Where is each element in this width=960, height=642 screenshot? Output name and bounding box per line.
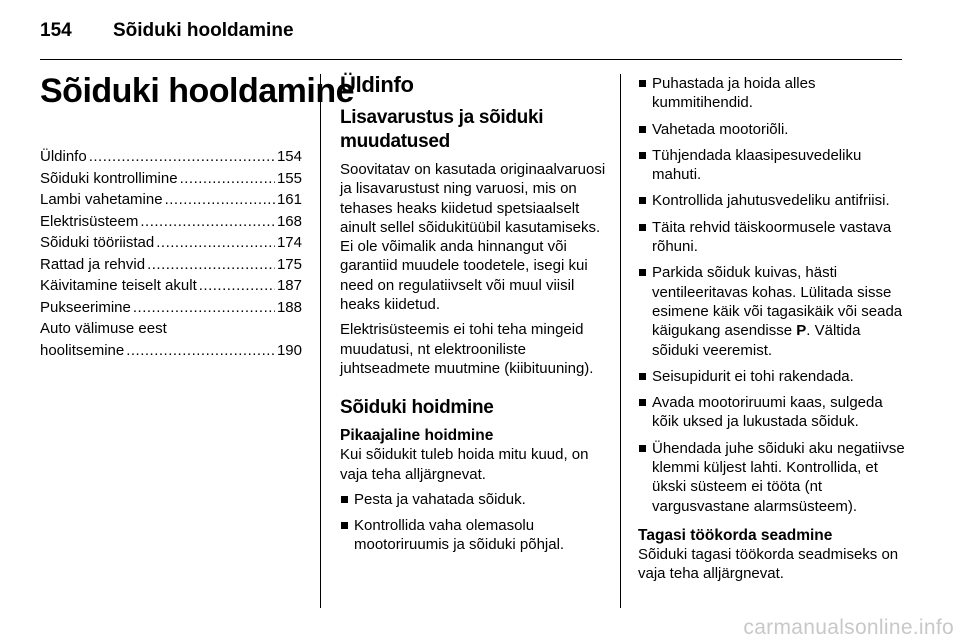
- section-heading-general: Üldinfo: [340, 72, 414, 97]
- toc-item[interactable]: Elektrisüsteem ..... 168: [40, 211, 302, 233]
- list-item: Kontrollida jahutusvedeliku antifriisi.: [638, 191, 908, 210]
- paragraph: Kui sõidukit tuleb hoida mitu kuud, on vaja teha alljärgnevat.: [340, 446, 589, 483]
- list-item: Ühendada juhe sõiduki aku negatiivse klemmi küljest lahti. Kontrollida, et ükski süsteem ei tööta (nt vargusvastane alarmsüsteem).: [638, 439, 908, 516]
- list-item: Tühjendada klaasipesuvedeliku mahuti.: [638, 146, 908, 185]
- page-number: 154: [40, 20, 72, 41]
- page-header: [40, 20, 920, 48]
- chapter-column: [40, 72, 355, 361]
- toc-item[interactable]: Üldinfo ..... 154: [40, 146, 302, 168]
- content-column-2: [638, 74, 908, 590]
- heading-long-term-storage: Pikaajaline hoidmine: [340, 427, 494, 445]
- list-item: Seisupidurit ei tohi rakendada.: [638, 367, 908, 386]
- toc-item[interactable]: Sõiduki tööriistad ..... 174: [40, 232, 302, 254]
- column-divider: [320, 74, 321, 608]
- toc-item[interactable]: Käivitamine teiselt akult ..... 187: [40, 275, 302, 297]
- list-item: Parkida sõiduk kuivas, hästi ventileeritavas kohas. Lülitada sisse esimene käik või tagasikäik või seada käigukang asendisse P. Vältida sõiduki veeremist.: [638, 263, 908, 359]
- running-title: Sõiduki hooldamine: [113, 20, 294, 41]
- toc-item[interactable]: Sõiduki kontrollimine ..... 155: [40, 168, 302, 190]
- content-column-1: [340, 72, 606, 562]
- watermark: carmanualsonline.info: [743, 616, 954, 639]
- storage-checklist: [340, 490, 606, 555]
- heading-recommission: Tagasi töökorda seadmine: [638, 526, 833, 544]
- paragraph: Elektrisüsteemis ei tohi teha mingeid muudatusi, nt elektrooniliste juhtseadmete muutmine (kiibituuning).: [340, 321, 594, 377]
- list-item: Avada mootoriruumi kaas, sulgeda kõik uksed ja lukustada sõiduk.: [638, 393, 908, 432]
- paragraph: Sõiduki tagasi töökorda seadmiseks on vaja teha alljärgnevat.: [638, 545, 899, 583]
- toc-item[interactable]: Rattad ja rehvid ..... 175: [40, 254, 302, 276]
- column-divider: [620, 74, 621, 608]
- storage-checklist-continued: [638, 74, 908, 516]
- toc-item[interactable]: Lambi vahetamine ..... 161: [40, 189, 302, 211]
- list-item: Kontrollida vaha olemasolu mootoriruumis ja sõiduki põhjal.: [340, 516, 606, 555]
- table-of-contents: [40, 146, 302, 361]
- list-item: Puhastada ja hoida alles kummitihendid.: [638, 74, 908, 113]
- subsection-heading-accessories: Lisavarustus ja sõiduki muudatused: [340, 107, 544, 152]
- paragraph: Soovitatav on kasutada originaalvaruosi ja lisavarustust ning varuosi, mis on tehases heaks kiidetud spetsiaalselt ainult sellel sõidukitüübil kasutamiseks. Ei ole võimalik anda hinnangut või garantiid muudele toodetele, isegi kui need on regulatiivselt või muul viisil heaks kiidetud.: [340, 161, 606, 314]
- toc-item[interactable]: Pukseerimine ..... 188: [40, 297, 302, 319]
- list-item: Täita rehvid täiskoormusele vastava rõhuni.: [638, 218, 908, 257]
- list-item: Vahetada mootoriõli.: [638, 120, 908, 139]
- list-item: Pesta ja vahatada sõiduk.: [340, 490, 606, 509]
- subsection-heading-storage: Sõiduki hoidmine: [340, 397, 494, 419]
- chapter-title: Sõiduki hooldamine: [40, 72, 355, 110]
- toc-item[interactable]: Auto välimuse eest hoolitsemine ..... 190: [40, 318, 302, 361]
- header-divider: [40, 59, 902, 60]
